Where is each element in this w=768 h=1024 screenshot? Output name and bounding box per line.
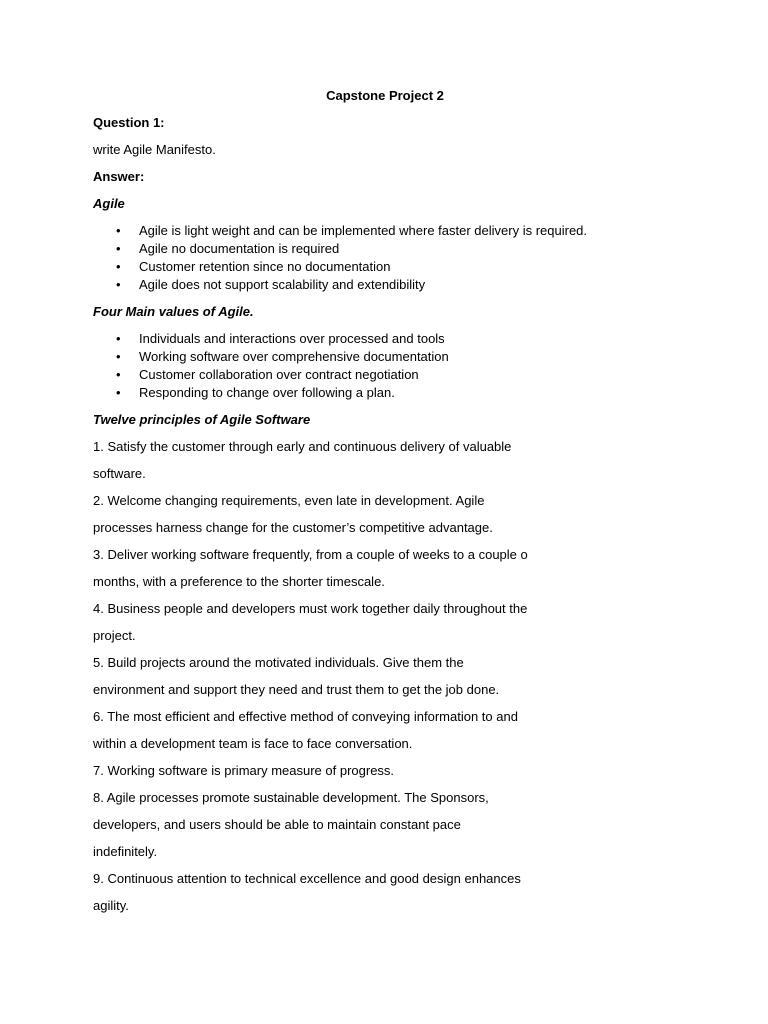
bullet-icon: • [116,331,121,346]
principle-line: software. [93,466,146,481]
list-item [93,240,693,258]
principle-line: 1. Satisfy the customer through early and continuous delivery of valuable [93,439,512,454]
list-item [93,348,693,366]
question-text: write Agile Manifesto. [93,142,216,157]
document-page [93,87,693,924]
bullet-icon: • [116,349,121,364]
list-item-text: Responding to change over following a plan. [139,385,395,400]
principle-line: developers, and users should be able to maintain constant pace [93,817,461,832]
document-title: Capstone Project 2 [326,88,444,103]
principle-line: 3. Deliver working software frequently, from a couple of weeks to a couple o [93,547,528,562]
list-item [93,330,693,348]
list-item [93,276,693,294]
list-item-text: Individuals and interactions over processed and tools [139,331,445,346]
bullet-icon: • [116,259,121,274]
list-item-text: Agile is light weight and can be implemented where faster delivery is required. [139,223,588,238]
principle-line: within a development team is face to face conversation. [93,736,413,751]
principle-line: 9. Continuous attention to technical excellence and good design enhances [93,871,521,886]
principle-line: 8. Agile processes promote sustainable development. The Sponsors, [93,790,489,805]
bullet-icon: • [116,367,121,382]
principle-line: 5. Build projects around the motivated individuals. Give them the [93,655,464,670]
principles-heading: Twelve principles of Agile Software [93,412,311,427]
list-item-text: Working software over comprehensive documentation [139,349,449,364]
values-list [93,330,693,402]
values-heading: Four Main values of Agile. [93,304,254,319]
bullet-icon: • [116,241,121,256]
list-item-text: Agile does not support scalability and extendibility [139,277,426,292]
list-item [93,258,693,276]
principle-line: 2. Welcome changing requirements, even late in development. Agile [93,493,485,508]
principle-line: 6. The most efficient and effective method of conveying information to and [93,709,518,724]
list-item [93,384,693,402]
bullet-icon: • [116,277,121,292]
principle-line: processes harness change for the customer’s competitive advantage. [93,520,493,535]
principle-line: months, with a preference to the shorter timescale. [93,574,385,589]
list-item [93,366,693,384]
list-item [93,222,693,240]
principle-line: environment and support they need and trust them to get the job done. [93,682,500,697]
answer-label: Answer: [93,169,145,184]
agile-heading: Agile [93,196,125,211]
question-label: Question 1: [93,115,165,130]
principle-line: indefinitely. [93,844,158,859]
principle-line: 4. Business people and developers must work together daily throughout the [93,601,528,616]
principle-line: agility. [93,898,129,913]
list-item-text: Customer collaboration over contract negotiation [139,367,419,382]
principle-line: 7. Working software is primary measure of progress. [93,763,395,778]
list-item-text: Agile no documentation is required [139,241,340,256]
list-item-text: Customer retention since no documentation [139,259,391,274]
principle-line: project. [93,628,136,643]
agile-list [93,222,693,294]
bullet-icon: • [116,223,121,238]
bullet-icon: • [116,385,121,400]
